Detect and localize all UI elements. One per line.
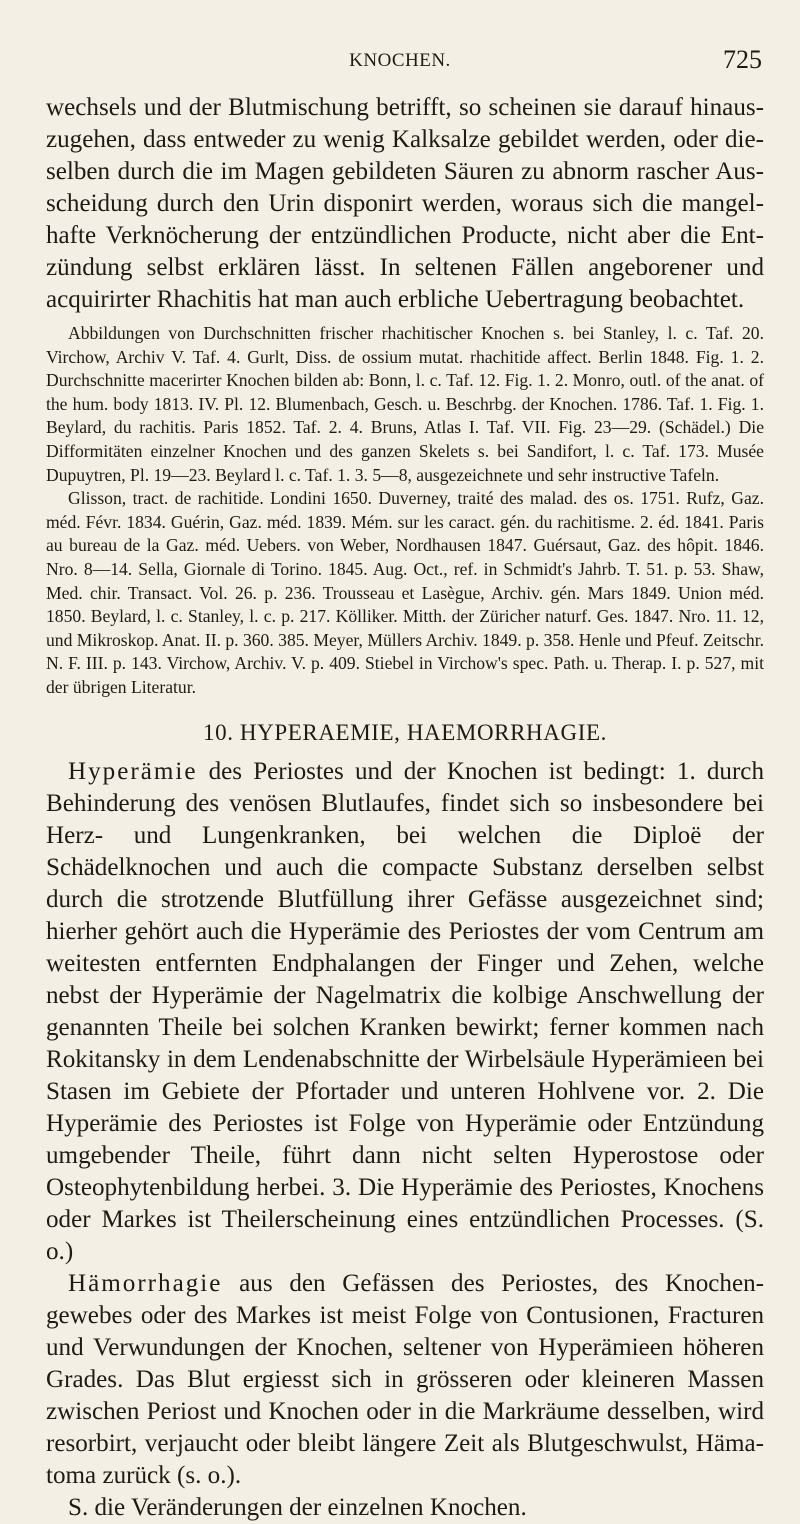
intro-paragraph: wechsels und der Blutmischung betrifft, so scheinen sie darauf hinaus-zugehen, dass entweder zu wenig Kalksalze gebildet werden, oder die-selben durch die im Magen gebildeten Säuren zu abnorm rascher Aus-scheidung durch den Urin disponirt werden, woraus sich die mangel-hafte Verknöcherung der entzündlichen Producte, nicht aber die Ent-zündung selbst erklären lässt. In seltenen Fällen angeborener und acquirirter Rhachitis hat man auch erbliche Uebertragung beobachtet. — [46, 94, 764, 313]
hyperaemia-paragraph — [46, 756, 764, 1268]
page-number: 725 — [723, 45, 762, 74]
haemorrhage-paragraph — [46, 1268, 764, 1492]
closing-line: S. die Veränderungen der einzelnen Knochen. — [68, 1493, 527, 1521]
running-title: KNOCHEN. — [349, 50, 451, 71]
haemorrhage-text: aus den Gefässen des Periostes, des Knochen-gewebes oder des Markes ist meist Folge von Contusionen, Fracturen und Verwundungen der Knochen, seltener von Hyperämieen höheren Grades. Das Blut ergiesst sich in grösseren oder kleineren Massen zwischen Periost und Knochen oder in die Markräume desselben, wird resorbirt, verjaucht oder bleibt längere Zeit als Blutgeschwulst, Häma-toma zurück (s. o.). — [46, 1269, 764, 1489]
section-heading: 10. HYPERAEMIE, HAEMORRHAGIE. — [203, 719, 607, 745]
literature-note: Glisson, tract. de rachitide. Londini 1650. Duverney, traité des malad. des os. 1751. Rufz, Gaz. méd. Févr. 1834. Guérin, Gaz. méd. 1839. Mém. sur les caract. gén. du rachitisme. 2. éd. 1841. Paris au bureau de la Gaz. méd. Uebers. von Weber, Nordhausen 1847. Guérsaut, Gaz. des hôpit. 1846. Nro. 8—14. Sella, Giornale di Torino. 1845. Aug. Oct., ref. in Schmidt's Jahrb. T. 51. p. 53. Shaw, Med. chir. Transact. Vol. 26. p. 236. Trousseau et Lasègue, Archiv. gén. Mars 1849. Union méd. 1850. Beylard, l. c. Stanley, l. c. p. 217. Kölliker. Mitth. der Züricher naturf. Ges. 1847. Nro. 11. 12, und Mikroskop. Anat. II. p. 360. 385. Meyer, Müllers Archiv. 1849. p. 358. Henle und Pfeuf. Zeitschr. N. F. III. p. 143. Virchow, Archiv. V. p. 409. Stiebel in Virchow's spec. Path. u. Therap. I. p. 527, mit der übrigen Literatur. — [46, 488, 764, 697]
page-content — [46, 92, 764, 1524]
haemorrhage-term: Hämorrhagie — [68, 1269, 223, 1297]
section-body — [46, 756, 764, 1524]
hyperaemia-text: des Periostes und der Knochen ist bedingt: 1. durch Behinderung des venösen Blutlaufes, findet sich so insbesondere bei Herz- und Lungenkranken, bei welchen die Diploë der Schädelknochen und auch die compacte Substanz derselben selbst durch die strotzende Blutfüllung ihrer Gefässe ausgezeichnet sind; hierher gehört auch die Hyperämie des Periostes der vom Centrum am weitesten entfernten Endphalangen der Finger und Zehen, welche nebst der Hyperämie der Nagelmatrix die kolbige Anschwellung der genannten Theile bei solchen Kranken bewirkt; ferner kommen nach Rokitansky in dem Lendenabschnitte der Wirbelsäule Hyperämieen bei Stasen im Gebiete der Pfortader und unteren Hohlvene vor. 2. Die Hyperämie des Periostes ist Folge von Hyperämie oder Entzündung umgebender Theile, führt dann nicht selten Hyperostose oder Osteophytenbildung herbei. 3. Die Hyperämie des Periostes, Knochens oder Markes ist Theilerscheinung eines entzündlichen Processes. (S. o.) — [46, 757, 764, 1265]
hyperaemia-term: Hyperämie — [68, 757, 198, 785]
bibliography-notes — [46, 322, 764, 700]
illustrations-note: Abbildungen von Durchschnitten frischer rhachitischer Knochen s. bei Stanley, l. c. Taf. 20. Virchow, Archiv V. Taf. 4. Gurlt, Diss. de ossium mutat. rhachitide affect. Berlin 1848. Fig. 1. 2. Durchschnitte macerirter Knochen bilden ab: Bonn, l. c. Taf. 12. Fig. 1. 2. Monro, outl. of the anat. of the hum. body 1813. IV. Pl. 12. Blumenbach, Gesch. u. Beschrbg. der Knochen. 1786. Taf. 1. Fig. 1. Beylard, du rachitis. Paris 1852. Taf. 2. 4. Bruns, Atlas I. Taf. VII. Fig. 23—29. (Schädel.) Die Difformitäten einzelner Knochen und des ganzen Skelets s. bei Sandifort, l. c. Taf. 173. Musée Dupuytren, Pl. 19—23. Beylard l. c. Taf. 1. 3. 5—8, ausgezeichnete und sehr instructive Tafeln. — [46, 323, 764, 485]
